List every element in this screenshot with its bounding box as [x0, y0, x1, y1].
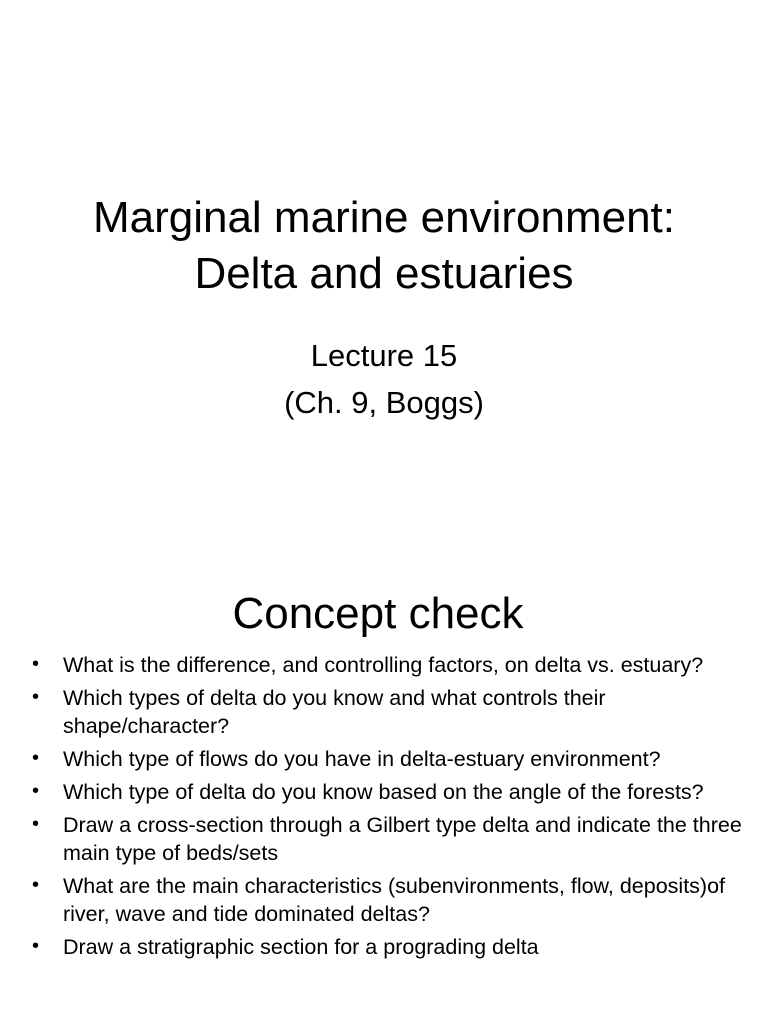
bullet-icon: • [32, 813, 40, 835]
list-item-text: Which type of delta do you know based on the angle of the forests? [63, 780, 704, 804]
list-item [0, 778, 768, 806]
bullet-icon: • [32, 747, 40, 769]
list-item-text: Which types of delta do you know and what controls their shape/character? [63, 686, 606, 738]
list-item [0, 684, 768, 740]
bullet-icon: • [32, 874, 40, 896]
list-item-text: Which type of flows do you have in delta-estuary environment? [63, 747, 661, 771]
bullet-icon: • [32, 780, 40, 802]
list-item-text: Draw a stratigraphic section for a prograding delta [63, 935, 539, 959]
list-item [0, 651, 768, 679]
concept-check-slide [0, 512, 768, 1024]
list-item [0, 872, 768, 928]
slide-title [0, 190, 768, 302]
bullet-icon: • [32, 653, 40, 675]
list-item-text: What are the main characteristics (subenvironments, flow, deposits)of river, wave and tide dominated deltas? [63, 874, 726, 926]
list-item [0, 745, 768, 773]
lecture-number: Lecture 15 [310, 338, 458, 373]
list-item-text: Draw a cross-section through a Gilbert type delta and indicate the three main type of beds/sets [63, 813, 742, 865]
concept-check-list [0, 651, 768, 966]
slide-subtitle [0, 332, 768, 426]
chapter-reference: (Ch. 9, Boggs) [284, 385, 484, 420]
slide-title-line: Delta and estuaries [194, 249, 574, 298]
bullet-icon: • [32, 935, 40, 957]
list-item [0, 811, 768, 867]
concept-check-title: Concept check [232, 589, 524, 638]
bullet-icon: • [32, 686, 40, 708]
slide-title-line: Marginal marine environment: [92, 193, 676, 242]
list-item [0, 933, 768, 961]
list-item-text: What is the difference, and controlling factors, on delta vs. estuary? [63, 653, 704, 677]
